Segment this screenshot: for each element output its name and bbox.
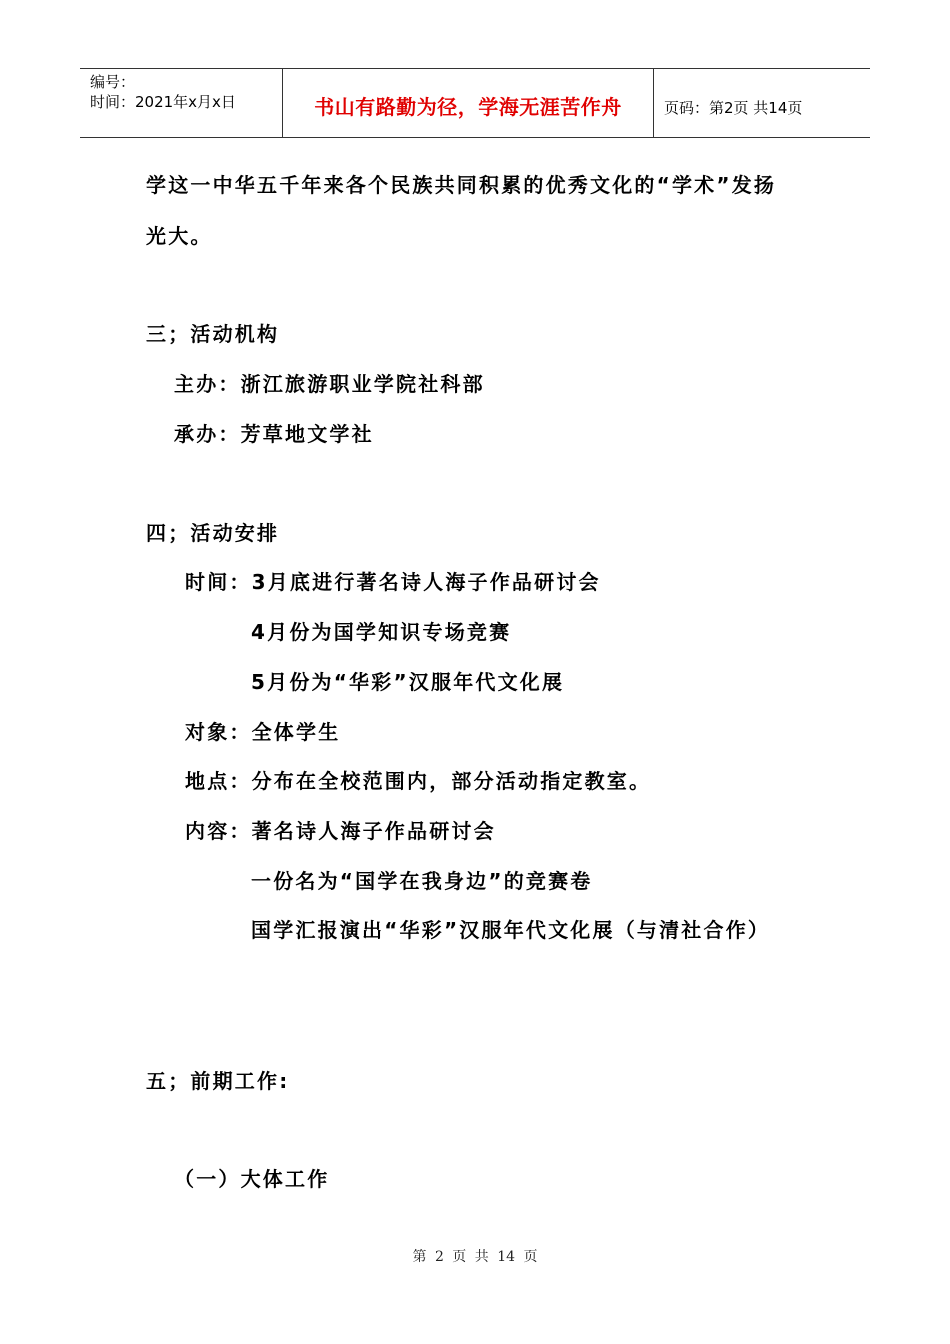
page-footer: 第 2 页 共 14 页 — [412, 1249, 538, 1265]
content-line-2: 一份名为“国学在我身边”的竞赛卷 — [251, 869, 593, 893]
paragraph-line-2: 光大。 — [146, 224, 213, 248]
location-line: 地点：分布在全校范围内，部分活动指定教室。 — [185, 769, 652, 793]
header-motto-cell — [282, 69, 654, 137]
page-header — [80, 68, 870, 138]
co-organizer-line: 承办：芳草地文学社 — [174, 422, 374, 446]
organizer-line: 主办：浙江旅游职业学院社科部 — [174, 372, 485, 396]
header-page-code — [654, 73, 870, 141]
target-line: 对象：全体学生 — [185, 720, 341, 744]
section-3-title: 三；活动机构 — [146, 322, 280, 346]
paragraph-line-1: 学这一中华五千年来各个民族共同积累的优秀文化的“学术”发扬 — [146, 173, 777, 197]
date-label: 时间：2021年x月x日 — [90, 93, 236, 111]
serial-label: 编号： — [90, 73, 136, 91]
section-4-title: 四；活动安排 — [146, 521, 280, 545]
schedule-line-2: 4月份为国学知识专场竞赛 — [251, 620, 512, 644]
section-5-title: 五；前期工作: — [146, 1069, 290, 1093]
subsection-1-title: （一）大体工作 — [174, 1167, 330, 1191]
header-motto: 书山有路勤为径，学海无涯苦作舟 — [314, 94, 622, 119]
schedule-line-3: 5月份为“华彩”汉服年代文化展 — [251, 670, 565, 694]
content-line-1: 内容：著名诗人海子作品研讨会 — [185, 819, 496, 843]
page-code-text: 页码：第2页 共14页 — [664, 98, 803, 117]
header-meta — [80, 69, 282, 137]
content-line-3: 国学汇报演出“华彩”汉服年代文化展（与清社合作） — [251, 918, 771, 942]
schedule-line-1: 时间：3月底进行著名诗人海子作品研讨会 — [185, 570, 601, 594]
